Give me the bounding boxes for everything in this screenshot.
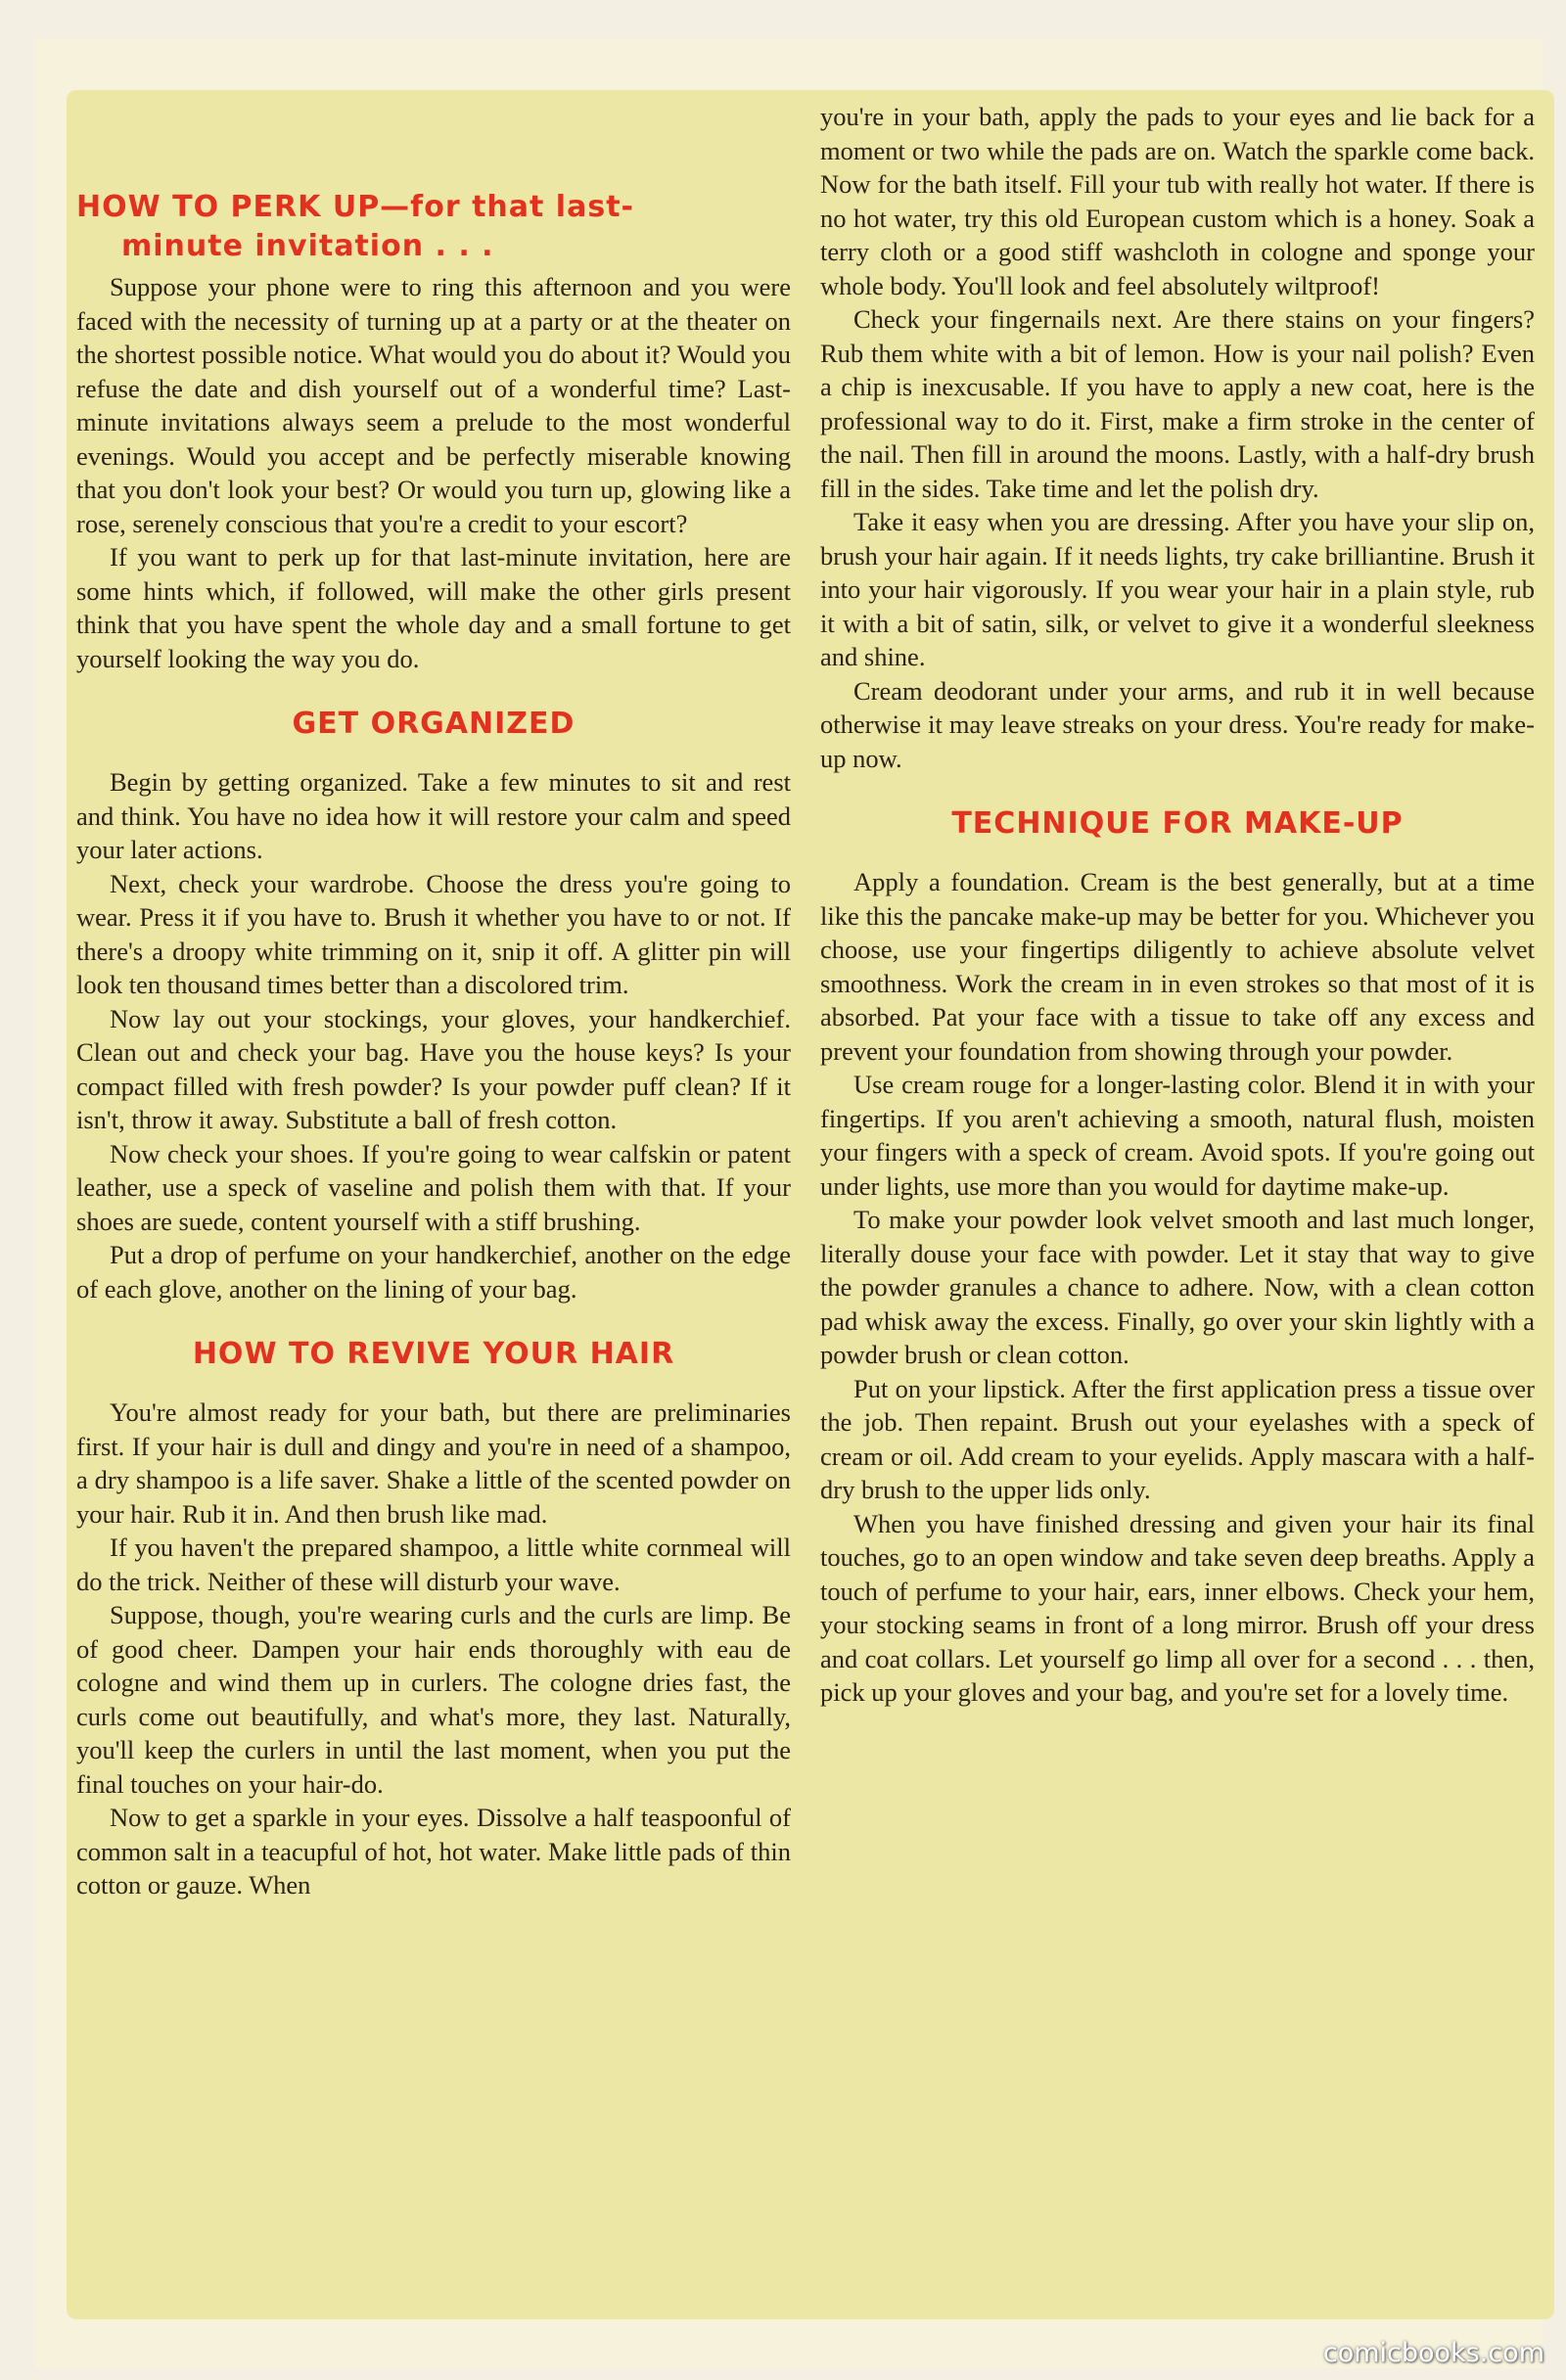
- body-paragraph: Now check your shoes. If you're going to wear calfskin or patent leather, use a speck of vaseline and polish them with that. If your shoes are suede, content yourself with a stiff brushing.: [76, 1138, 791, 1236]
- section-heading-revive-hair: HOW TO REVIVE YOUR HAIR: [192, 1337, 675, 1371]
- left-column: [76, 188, 791, 1902]
- body-paragraph: Put a drop of perfume on your handkerchief, another on the edge of each glove, another on the lining of your bag.: [76, 1240, 791, 1304]
- body-paragraph: Put on your lipstick. After the first application press a tissue over the job. Then repaint. Brush out your eyelashes with a speck of cream or oil. Add cream to your eyelids. Apply mascara with a half-dry brush to the upper lids only.: [820, 1373, 1535, 1504]
- page: [35, 39, 1543, 2368]
- body-paragraph: Apply a foundation. Cream is the best generally, but at a time like this the pancake make-up may be better for you. Whichever you choose, use your fingertips diligently to achieve absolute velvet smoothness. Work the cream in in even strokes so that most of it is absorbed. Pat your face with a tissue to take off any excess and prevent your foundation from showing through your powder.: [820, 867, 1535, 1066]
- intro-paragraph: If you want to perk up for that last-minute invitation, here are some hints which, if followed, will make the other girls present think that you have spent the whole day and a small fortune to get yourself looking the way you do.: [76, 542, 791, 673]
- watermark: comicbooks.com: [1322, 2338, 1544, 2368]
- body-paragraph: Next, check your wardrobe. Choose the dress you're going to wear. Press it if you have to. Brush it whether you have to or not. If there's a droopy white trimming on it, snip it off. A glitter pin will look ten thousand times better than a discolored trim.: [76, 868, 791, 999]
- body-paragraph: Begin by getting organized. Take a few minutes to sit and rest and think. You have no idea how it will restore your calm and speed your later actions.: [76, 767, 791, 864]
- body-paragraph: Now to get a sparkle in your eyes. Dissolve a half teaspoonful of common salt in a teacupful of hot, hot water. Make little pads of thin cotton or gauze. When: [76, 1803, 791, 1899]
- body-paragraph: You're almost ready for your bath, but there are preliminaries first. If your hair is dull and dingy and you're in need of a shampoo, a dry shampoo is a life saver. Shake a little of the scented powder on your hair. Rub it in. And then brush like mad.: [76, 1397, 791, 1529]
- main-heading-line1: HOW TO PERK UP—for that last-: [76, 190, 634, 224]
- body-paragraph: To make your powder look velvet smooth and last much longer, literally douse your face with powder. Let it stay that way to give the powder granules a chance to adhere. Now, with a clean cotton pad whisk away the excess. Finally, go over your skin lightly with a powder brush or clean cotton.: [820, 1205, 1535, 1369]
- body-paragraph: Now lay out your stockings, your gloves, your handkerchief. Clean out and check your bag. Have you the house keys? Is your compact filled with fresh powder? Is your powder puff clean? If it isn't, throw it away. Substitute a ball of fresh cotton.: [76, 1003, 791, 1134]
- section-heading-makeup: TECHNIQUE FOR MAKE-UP: [951, 806, 1404, 841]
- intro-paragraph: Suppose your phone were to ring this afternoon and you were faced with the necessity of turning up at a party or at the theater on the shortest possible notice. What would you do about it? Would you refuse the date and dish yourself out of a wonderful time? Last-minute invitations always seem a prelude to the most wonderful evenings. Would you accept and be perfectly miserable knowing that you don't look your best? Or would you turn up, glowing like a rose, serenely conscious that you're a credit to your escort?: [76, 272, 791, 538]
- body-paragraph: Take it easy when you are dressing. After you have your slip on, brush your hair again. If it needs lights, try cake brilliantine. Brush it into your hair vigorously. If you wear your hair in a plain style, rub it with a bit of satin, silk, or velvet to give it a wonderful sleekness and shine.: [820, 507, 1535, 671]
- body-paragraph: When you have finished dressing and given your hair its final touches, go to an open window and take seven deep breaths. Apply a touch of perfume to your hair, ears, inner elbows. Check your hem, your stocking seams in front of a long mirror. Brush off your dress and coat collars. Let yourself go limp all over for a second . . . then, pick up your gloves and your bag, and you're set for a lovely time.: [820, 1508, 1535, 1707]
- right-column: [820, 100, 1535, 1710]
- body-paragraph: Suppose, though, you're wearing curls and the curls are limp. Be of good cheer. Dampen your hair ends thoroughly with eau de cologne and wind them up in curlers. The cologne dries fast, the curls come out beautifully, and what's more, they last. Naturally, you'll keep the curlers in until the last moment, when you put the final touches on your hair-do.: [76, 1600, 791, 1799]
- body-paragraph: Cream deodorant under your arms, and rub it in well because otherwise it may leave streaks on your dress. You're ready for make-up now.: [820, 675, 1535, 773]
- section-heading-get-organized: GET ORGANIZED: [292, 707, 576, 741]
- body-paragraph: Use cream rouge for a longer-lasting color. Blend it in with your fingertips. If you aren't achieving a smooth, natural flush, moisten your fingers with a speck of cream. Avoid spots. If you're going out under lights, use more than you would for daytime make-up.: [820, 1070, 1535, 1201]
- body-paragraph: If you haven't the prepared shampoo, a little white cornmeal will do the trick. Neither of these will disturb your wave.: [76, 1533, 791, 1596]
- main-heading-line2: minute invitation . . .: [121, 229, 494, 263]
- body-paragraph: Check your fingernails next. Are there stains on your fingers? Rub them white with a bit of lemon. How is your nail polish? Even a chip is inexcusable. If you have to apply a new coat, here is the professional way to do it. First, make a firm stroke in the center of the nail. Then fill in around the moons. Lastly, with a half-dry brush fill in the sides. Take time and let the polish dry.: [820, 304, 1535, 503]
- main-heading: [76, 188, 791, 266]
- body-paragraph: you're in your bath, apply the pads to your eyes and lie back for a moment or two while the pads are on. Watch the sparkle come back. Now for the bath itself. Fill your tub with really hot water. If there is no hot water, try this old European custom which is a honey. Soak a terry cloth or a good stiff washcloth in cologne and sponge your whole body. You'll look and feel absolutely wiltproof!: [820, 102, 1535, 300]
- article-panel: [67, 90, 1554, 2319]
